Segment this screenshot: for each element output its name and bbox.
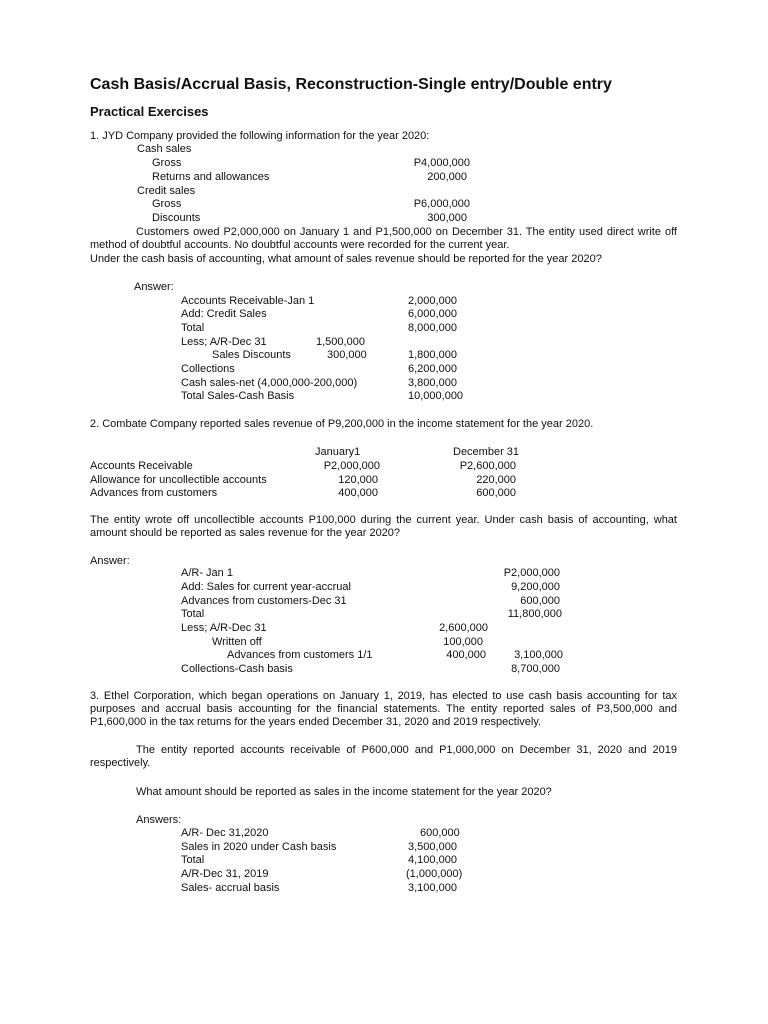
q1-row-label: Less; A/R-Dec 31 [181, 336, 267, 348]
q3-row-label: Sales in 2020 under Cash basis [181, 841, 337, 853]
q3-row-value: 3,100,000 [408, 882, 457, 894]
q2-ans-label: Written off [212, 636, 262, 648]
q1-row-label: Add: Credit Sales [181, 308, 267, 320]
q2-row-dec: 600,000 [476, 487, 516, 499]
q2-row-label: Allowance for uncollectible accounts [90, 474, 267, 486]
q2-row-label: Advances from customers [90, 487, 218, 499]
q1-row-label: Collections [181, 363, 235, 375]
q2-ans-label: Add: Sales for current year-accrual [181, 581, 351, 593]
q1-credit-sales-label: Credit sales [137, 185, 196, 197]
q2-answer-label: Answer: [90, 555, 130, 567]
q2-col-january: January1 [315, 446, 361, 458]
q1-row-label: Sales Discounts [212, 349, 291, 361]
q3-answer-label: Answers: [136, 814, 182, 826]
q3-paragraph: 3. Ethel Corporation, which began operations on January 1, 2019, has elected to use cash basis accounting for tax purposes and accrual basis accounting for the financial statements. The entity reported sales of P3,500,000 and P1,600,000 in the tax returns for the years ended December 31, 2020 and 2019 respectively. [90, 690, 677, 728]
q2-ans-label: Advances from customers 1/1 [227, 649, 373, 661]
q2-row-jan: 400,000 [338, 487, 378, 499]
q1-row-label: Cash sales-net (4,000,000-200,000) [181, 377, 358, 389]
q1-cash-sales-label: Cash sales [137, 143, 192, 155]
q3-row-label: A/R- Dec 31,2020 [181, 827, 269, 839]
q1-row-value: 6,200,000 [408, 363, 457, 375]
q3-row-label: A/R-Dec 31, 2019 [181, 868, 269, 880]
q2-ans-label: Collections-Cash basis [181, 663, 293, 675]
q1-row-subvalue: 1,500,000 [316, 336, 365, 348]
q2-ans-label: Less; A/R-Dec 31 [181, 622, 267, 634]
q2-ans-value: P2,000,000 [503, 567, 560, 579]
q2-row-jan: 120,000 [338, 474, 378, 486]
q3-row-label: Sales- accrual basis [181, 882, 280, 894]
q1-gross-label: Gross [152, 157, 182, 169]
q1-row-value: 8,000,000 [408, 322, 457, 334]
q1-answer-label: Answer: [134, 281, 174, 293]
q1-row-value: 3,800,000 [408, 377, 457, 389]
q2-intro: 2. Combate Company reported sales revenue of P9,200,000 in the income statement for the year 2020. [90, 418, 594, 430]
q2-row-jan: P2,000,000 [323, 460, 380, 472]
q3-row-value: 4,100,000 [408, 854, 457, 866]
q1-row-subvalue: 300,000 [327, 349, 367, 361]
q3-row-value: 3,500,000 [408, 841, 457, 853]
q2-ans-subvalue: 100,000 [443, 636, 483, 648]
q1-returns-value: 200,000 [427, 171, 467, 183]
q1-row-value: 10,000,000 [408, 390, 464, 402]
q3-paragraph-2: The entity reported accounts receivable of P600,000 and P1,000,000 on December 31, 2020 and 2019 respectively. [90, 744, 677, 769]
q2-ans-value: 3,100,000 [514, 649, 563, 661]
q1-question: Under the cash basis of accounting, what amount of sales revenue should be reported for the year 2020? [90, 253, 602, 265]
q1-credit-gross-label: Gross [152, 198, 182, 210]
q2-row-dec: P2,600,000 [459, 460, 516, 472]
q2-ans-value: 8,700,000 [511, 663, 560, 675]
q1-row-value: 1,800,000 [408, 349, 457, 361]
q2-ans-value: 9,200,000 [511, 581, 560, 593]
q2-ans-subvalue: 400,000 [446, 649, 486, 661]
q2-ans-value: 11,800,000 [507, 608, 562, 620]
q2-row-dec: 220,000 [476, 474, 516, 486]
page-title: Cash Basis/Accrual Basis, Reconstruction-Single entry/Double entry [90, 76, 612, 93]
q1-row-label: Total Sales-Cash Basis [181, 390, 295, 402]
q1-row-value: 6,000,000 [408, 308, 457, 320]
q1-gross-value: P4,000,000 [413, 157, 470, 169]
q3-row-value: 600,000 [420, 827, 460, 839]
q2-row-label: Accounts Receivable [90, 460, 193, 472]
q1-discounts-label: Discounts [152, 212, 201, 224]
q3-row-value: (1,000,000) [406, 868, 463, 880]
q2-ans-label: Total [181, 608, 205, 620]
q3-question: What amount should be reported as sales in the income statement for the year 2020? [136, 786, 552, 798]
q1-row-label: Accounts Receivable-Jan 1 [181, 295, 315, 307]
q1-intro: 1. JYD Company provided the following information for the year 2020: [90, 130, 430, 142]
q2-ans-subvalue: 2,600,000 [439, 622, 488, 634]
q1-row-label: Total [181, 322, 205, 334]
q2-paragraph: The entity wrote off uncollectible accounts P100,000 during the current year. Under cash basis of accounting, what amount should be reported as sales revenue for the year 2020? [90, 514, 677, 539]
q3-row-label: Total [181, 854, 205, 866]
q2-col-december: December 31 [453, 446, 520, 458]
section-subtitle: Practical Exercises [90, 104, 209, 119]
q1-row-value: 2,000,000 [408, 295, 457, 307]
q2-ans-label: Advances from customers-Dec 31 [181, 595, 347, 607]
q1-discounts-value: 300,000 [427, 212, 467, 224]
q1-returns-label: Returns and allowances [152, 171, 270, 183]
q1-credit-gross-value: P6,000,000 [413, 198, 470, 210]
q2-ans-value: 600,000 [520, 595, 560, 607]
q2-ans-label: A/R- Jan 1 [181, 567, 233, 579]
q1-paragraph: Customers owed P2,000,000 on January 1 and P1,500,000 on December 31. The entity used direct write off method of doubtful accounts. No doubtful accounts were recorded for the current year. [90, 226, 677, 251]
